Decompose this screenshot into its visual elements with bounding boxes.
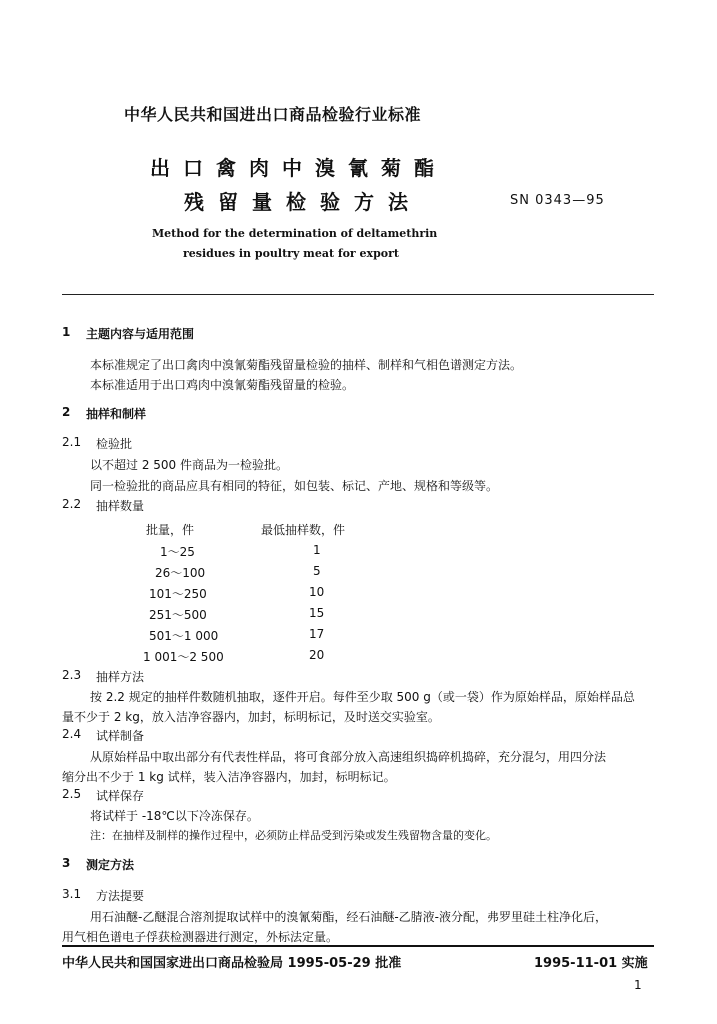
section-3-1-para-1: 用石油醚-乙醚混合溶剂提取试样中的溴氰菊酯，经石油醚-乙腈液-液分配，弗罗里硅土柱净化后，	[90, 910, 607, 924]
section-1-number: 1	[62, 325, 71, 339]
section-2-1-number: 2.1	[62, 435, 82, 449]
section-2-2-title: 抽样数量	[96, 499, 145, 513]
title-line-2: 残留量检验方法	[184, 190, 422, 214]
table-cell-lot: 1～25	[160, 545, 195, 559]
title-line-1: 出口禽肉中溴氰菊酯	[150, 156, 447, 180]
table-cell-lot: 501～1 000	[149, 629, 219, 643]
section-3-1-title: 方法提要	[96, 889, 145, 903]
table-cell-lot: 101～250	[149, 587, 207, 601]
page-number: 1	[634, 978, 642, 992]
section-3-1-number: 3.1	[62, 887, 82, 901]
section-1-title: 主题内容与适用范围	[86, 327, 195, 341]
top-divider	[62, 294, 654, 295]
table-cell-min: 15	[309, 606, 325, 620]
table-cell-lot: 1 001～2 500	[143, 650, 224, 664]
table-cell-lot: 251～500	[149, 608, 207, 622]
section-2-3-title: 抽样方法	[96, 670, 145, 684]
section-2-1-title: 检验批	[96, 437, 133, 451]
section-1-para-2: 本标准适用于出口鸡肉中溴氰菊酯残留量的检验。	[90, 378, 355, 392]
section-1-para-1: 本标准规定了出口禽肉中溴氰菊酯残留量检验的抽样、制样和气相色谱测定方法。	[90, 358, 523, 372]
section-2-5-number: 2.5	[62, 787, 82, 801]
section-2-title: 抽样和制样	[86, 407, 147, 421]
table-cell-lot: 26～100	[155, 566, 206, 580]
section-2-4-number: 2.4	[62, 727, 82, 741]
header-org: 中华人民共和国进出口商品检验行业标准	[124, 105, 422, 124]
section-2-2-number: 2.2	[62, 497, 82, 511]
section-3-number: 3	[62, 856, 71, 870]
footer-effective-date: 1995-11-01 实施	[534, 956, 648, 971]
section-2-5-note: 注：在抽样及制样的操作过程中，必须防止样品受到污染或发生残留物含量的变化。	[90, 829, 497, 842]
table-header-min-samples: 最低抽样数，件	[261, 523, 346, 537]
section-3-title: 测定方法	[86, 858, 135, 872]
section-2-5-para-1: 将试样于 -18℃以下冷冻保存。	[90, 809, 259, 823]
section-2-4-para-2: 缩分出不少于 1 kg 试样，装入洁净容器内，加封，标明标记。	[62, 770, 396, 784]
footer-issuer: 中华人民共和国国家进出口商品检验局 1995-05-29 批准	[62, 956, 402, 971]
table-cell-min: 1	[313, 543, 321, 557]
section-2-3-number: 2.3	[62, 668, 82, 682]
english-title-line-1: Method for the determination of deltamethrin	[152, 227, 438, 240]
standard-number: SN 0343—95	[510, 193, 605, 208]
section-2-4-para-1: 从原始样品中取出部分有代表性样品，将可食部分放入高速组织捣碎机捣碎，充分混匀，用四分法	[90, 750, 607, 764]
section-2-1-para-2: 同一检验批的商品应具有相同的特征，如包装、标记、产地、规格和等级等。	[90, 479, 499, 493]
section-2-3-para-2: 量不少于 2 kg，放入洁净容器内，加封，标明标记，及时送交实验室。	[62, 710, 440, 724]
table-cell-min: 17	[309, 627, 325, 641]
section-3-1-para-2: 用气相色谱电子俘获检测器进行测定，外标法定量。	[62, 930, 339, 944]
table-header-lot: 批量，件	[146, 523, 195, 537]
footer-divider	[62, 945, 654, 947]
section-2-4-title: 试样制备	[96, 729, 145, 743]
english-title-line-2: residues in poultry meat for export	[183, 247, 400, 260]
table-cell-min: 5	[313, 564, 321, 578]
section-2-3-para-1: 按 2.2 规定的抽样件数随机抽取，逐件开启。每件至少取 500 g（或一袋）作为原始样品，原始样品总	[90, 690, 635, 704]
section-2-1-para-1: 以不超过 2 500 件商品为一检验批。	[90, 458, 288, 472]
table-cell-min: 20	[309, 648, 325, 662]
section-2-number: 2	[62, 405, 71, 419]
section-2-5-title: 试样保存	[96, 789, 145, 803]
table-cell-min: 10	[309, 585, 325, 599]
